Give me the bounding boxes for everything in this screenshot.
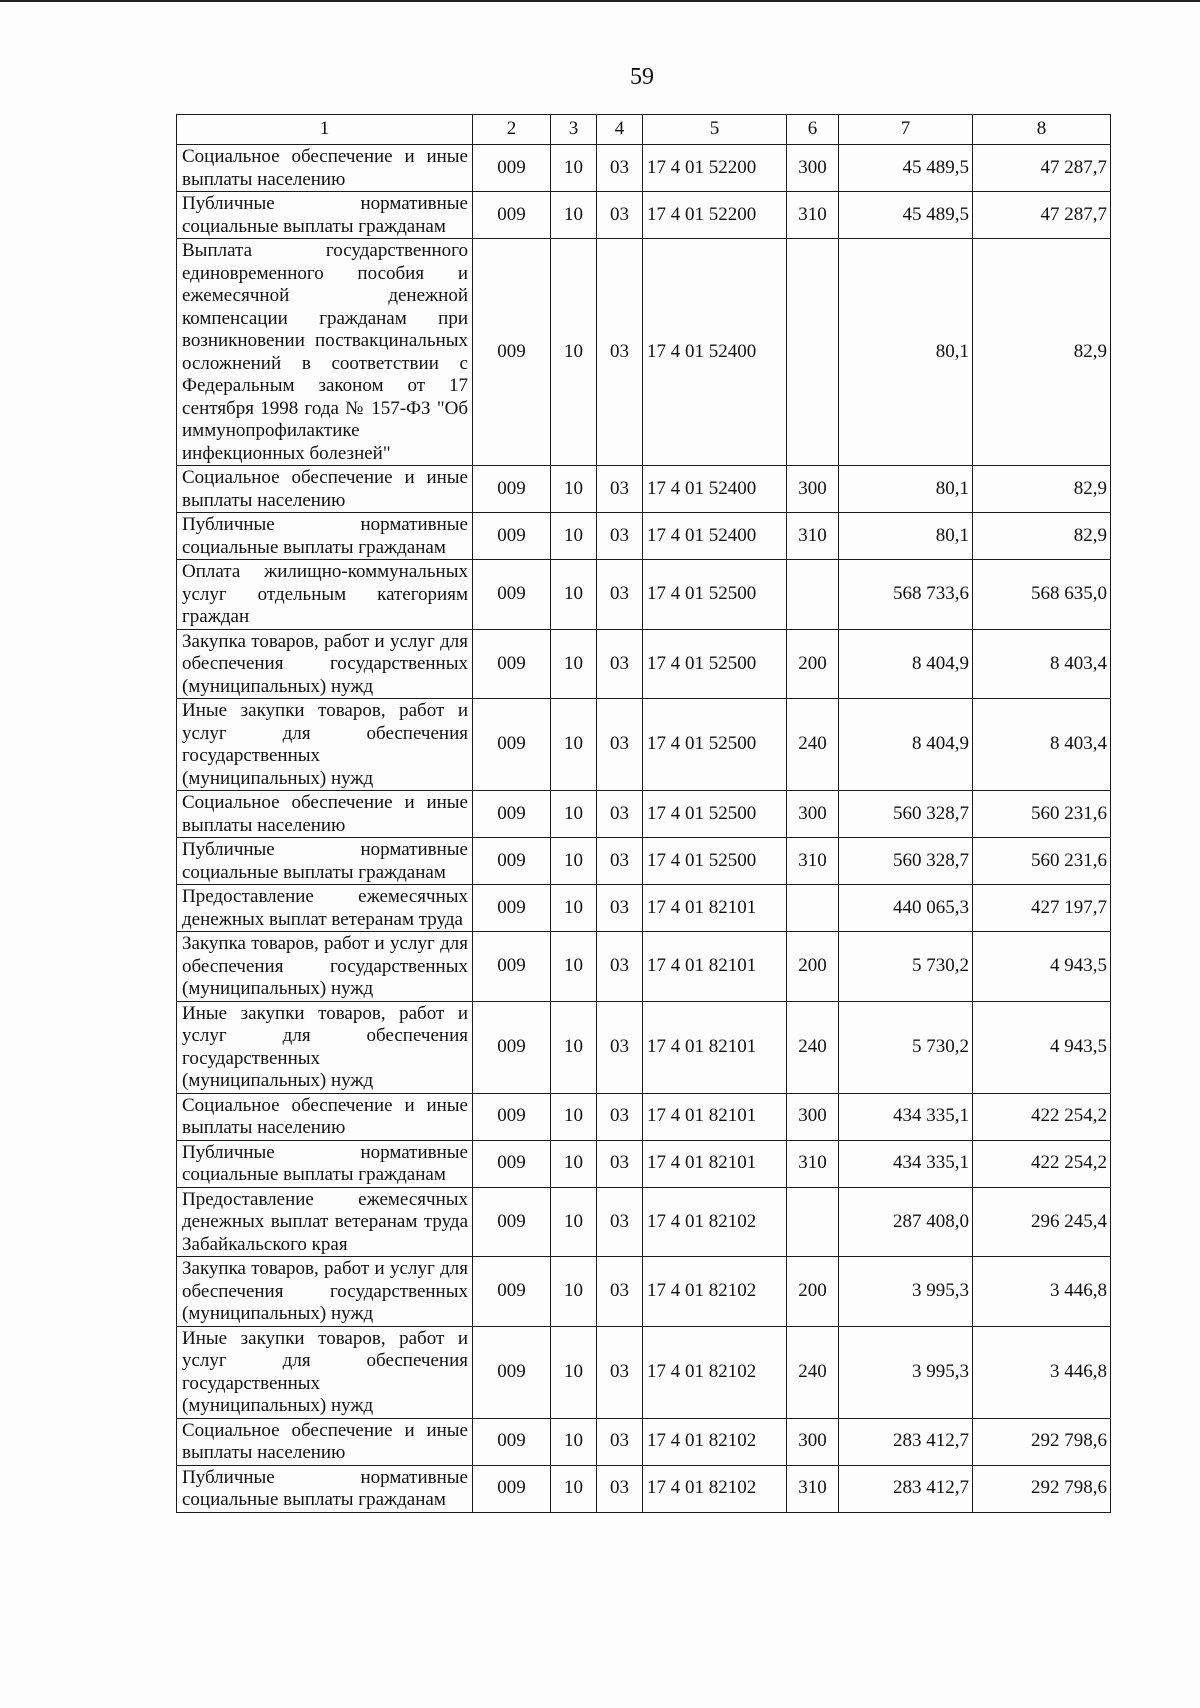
section-code-cell: 10: [551, 629, 597, 699]
page-number: 59: [630, 64, 654, 90]
target-article-cell: 17 4 01 52500: [643, 699, 787, 791]
table-row: [177, 1418, 1111, 1465]
ministry-code-cell: 009: [473, 629, 551, 699]
table-row: [177, 1001, 1111, 1093]
expense-type-cell: 300: [787, 1418, 839, 1465]
expense-type-cell: [787, 560, 839, 630]
table-row: [177, 1093, 1111, 1140]
amount-year2-cell: 560 231,6: [973, 791, 1111, 838]
section-code-cell: 10: [551, 1187, 597, 1257]
table-row: [177, 1465, 1111, 1512]
budget-table: [176, 114, 1111, 1513]
expense-type-cell: 240: [787, 699, 839, 791]
amount-year2-cell: 292 798,6: [973, 1465, 1111, 1512]
item-name-cell: Социальное обеспечение и иные выплаты населению: [177, 466, 473, 513]
subsection-code-cell: 03: [597, 513, 643, 560]
table-row: [177, 192, 1111, 239]
ministry-code-cell: 009: [473, 1001, 551, 1093]
section-code-cell: 10: [551, 1326, 597, 1418]
amount-year2-cell: 8 403,4: [973, 629, 1111, 699]
section-code-cell: 10: [551, 885, 597, 932]
table-row: [177, 932, 1111, 1002]
target-article-cell: 17 4 01 82102: [643, 1326, 787, 1418]
amount-year2-cell: 82,9: [973, 239, 1111, 466]
item-name-cell: Социальное обеспечение и иные выплаты населению: [177, 1418, 473, 1465]
table-row: [177, 1257, 1111, 1327]
section-code-cell: 10: [551, 838, 597, 885]
table-body: [177, 145, 1111, 1513]
amount-year2-cell: 4 943,5: [973, 932, 1111, 1002]
subsection-code-cell: 03: [597, 629, 643, 699]
table-row: [177, 1326, 1111, 1418]
table-row: [177, 560, 1111, 630]
expense-type-cell: 200: [787, 629, 839, 699]
amount-year1-cell: 5 730,2: [839, 1001, 973, 1093]
section-code-cell: 10: [551, 1257, 597, 1327]
amount-year2-cell: 4 943,5: [973, 1001, 1111, 1093]
target-article-cell: 17 4 01 52200: [643, 145, 787, 192]
subsection-code-cell: 03: [597, 885, 643, 932]
subsection-code-cell: 03: [597, 1326, 643, 1418]
target-article-cell: 17 4 01 52500: [643, 791, 787, 838]
item-name-cell: Социальное обеспечение и иные выплаты населению: [177, 791, 473, 838]
expense-type-cell: 200: [787, 1257, 839, 1327]
ministry-code-cell: 009: [473, 885, 551, 932]
section-code-cell: 10: [551, 560, 597, 630]
ministry-code-cell: 009: [473, 791, 551, 838]
item-name-cell: Оплата жилищно-коммунальных услуг отдельным категориям граждан: [177, 560, 473, 630]
amount-year1-cell: 8 404,9: [839, 629, 973, 699]
item-name-cell: Публичные нормативные социальные выплаты гражданам: [177, 838, 473, 885]
subsection-code-cell: 03: [597, 192, 643, 239]
amount-year1-cell: 568 733,6: [839, 560, 973, 630]
ministry-code-cell: 009: [473, 932, 551, 1002]
header-cell: 7: [839, 115, 973, 145]
header-cell: 2: [473, 115, 551, 145]
target-article-cell: 17 4 01 82102: [643, 1187, 787, 1257]
subsection-code-cell: 03: [597, 560, 643, 630]
top-edge-rule: [0, 0, 1200, 2]
amount-year1-cell: 3 995,3: [839, 1257, 973, 1327]
amount-year1-cell: 45 489,5: [839, 192, 973, 239]
expense-type-cell: 300: [787, 791, 839, 838]
ministry-code-cell: 009: [473, 699, 551, 791]
amount-year1-cell: 560 328,7: [839, 838, 973, 885]
expense-type-cell: 300: [787, 1093, 839, 1140]
target-article-cell: 17 4 01 82101: [643, 1093, 787, 1140]
section-code-cell: 10: [551, 1093, 597, 1140]
amount-year1-cell: 560 328,7: [839, 791, 973, 838]
table-row: [177, 1140, 1111, 1187]
ministry-code-cell: 009: [473, 239, 551, 466]
item-name-cell: Социальное обеспечение и иные выплаты населению: [177, 1093, 473, 1140]
expense-type-cell: 310: [787, 1140, 839, 1187]
target-article-cell: 17 4 01 52400: [643, 239, 787, 466]
expense-type-cell: 310: [787, 1465, 839, 1512]
amount-year1-cell: 283 412,7: [839, 1465, 973, 1512]
expense-type-cell: [787, 885, 839, 932]
ministry-code-cell: 009: [473, 838, 551, 885]
target-article-cell: 17 4 01 82102: [643, 1465, 787, 1512]
item-name-cell: Выплата государственного единовременного пособия и ежемесячной денежной компенсации гражданам при возникновении поствакцинальных осложнений в соответствии с Федеральным законом от 17 сентября 1998 года № 157-ФЗ "Об иммунопрофилактике инфекционных болезней": [177, 239, 473, 466]
ministry-code-cell: 009: [473, 1465, 551, 1512]
amount-year2-cell: 427 197,7: [973, 885, 1111, 932]
subsection-code-cell: 03: [597, 1140, 643, 1187]
ministry-code-cell: 009: [473, 1326, 551, 1418]
amount-year2-cell: 296 245,4: [973, 1187, 1111, 1257]
ministry-code-cell: 009: [473, 1257, 551, 1327]
target-article-cell: 17 4 01 52400: [643, 513, 787, 560]
target-article-cell: 17 4 01 82101: [643, 1140, 787, 1187]
table-row: [177, 791, 1111, 838]
ministry-code-cell: 009: [473, 145, 551, 192]
header-cell: 4: [597, 115, 643, 145]
expense-type-cell: 240: [787, 1001, 839, 1093]
target-article-cell: 17 4 01 52500: [643, 629, 787, 699]
section-code-cell: 10: [551, 513, 597, 560]
amount-year2-cell: 560 231,6: [973, 838, 1111, 885]
item-name-cell: Социальное обеспечение и иные выплаты населению: [177, 145, 473, 192]
subsection-code-cell: 03: [597, 1418, 643, 1465]
table-row: [177, 513, 1111, 560]
header-cell: 1: [177, 115, 473, 145]
item-name-cell: Публичные нормативные социальные выплаты гражданам: [177, 513, 473, 560]
section-code-cell: 10: [551, 791, 597, 838]
amount-year2-cell: 422 254,2: [973, 1093, 1111, 1140]
table-row: [177, 239, 1111, 466]
amount-year2-cell: 82,9: [973, 466, 1111, 513]
subsection-code-cell: 03: [597, 1465, 643, 1512]
target-article-cell: 17 4 01 82101: [643, 1001, 787, 1093]
table-row: [177, 885, 1111, 932]
section-code-cell: 10: [551, 466, 597, 513]
amount-year1-cell: 3 995,3: [839, 1326, 973, 1418]
amount-year1-cell: 434 335,1: [839, 1140, 973, 1187]
amount-year1-cell: 80,1: [839, 513, 973, 560]
expense-type-cell: [787, 239, 839, 466]
section-code-cell: 10: [551, 1465, 597, 1512]
expense-type-cell: 310: [787, 513, 839, 560]
amount-year2-cell: 3 446,8: [973, 1326, 1111, 1418]
header-row: [177, 115, 1111, 145]
subsection-code-cell: 03: [597, 838, 643, 885]
amount-year2-cell: 422 254,2: [973, 1140, 1111, 1187]
ministry-code-cell: 009: [473, 466, 551, 513]
subsection-code-cell: 03: [597, 699, 643, 791]
expense-type-cell: 310: [787, 838, 839, 885]
target-article-cell: 17 4 01 82101: [643, 885, 787, 932]
header-cell: 5: [643, 115, 787, 145]
ministry-code-cell: 009: [473, 560, 551, 630]
table-row: [177, 1187, 1111, 1257]
ministry-code-cell: 009: [473, 513, 551, 560]
target-article-cell: 17 4 01 52500: [643, 560, 787, 630]
item-name-cell: Публичные нормативные социальные выплаты гражданам: [177, 1140, 473, 1187]
table-row: [177, 838, 1111, 885]
table-row: [177, 145, 1111, 192]
item-name-cell: Закупка товаров, работ и услуг для обеспечения государственных (муниципальных) нужд: [177, 629, 473, 699]
ministry-code-cell: 009: [473, 1093, 551, 1140]
amount-year2-cell: 47 287,7: [973, 145, 1111, 192]
section-code-cell: 10: [551, 1418, 597, 1465]
header-cell: 8: [973, 115, 1111, 145]
header-cell: 3: [551, 115, 597, 145]
item-name-cell: Закупка товаров, работ и услуг для обеспечения государственных (муниципальных) нужд: [177, 1257, 473, 1327]
amount-year2-cell: 8 403,4: [973, 699, 1111, 791]
target-article-cell: 17 4 01 82101: [643, 932, 787, 1002]
subsection-code-cell: 03: [597, 145, 643, 192]
amount-year1-cell: 287 408,0: [839, 1187, 973, 1257]
subsection-code-cell: 03: [597, 1093, 643, 1140]
table-row: [177, 629, 1111, 699]
expense-type-cell: 300: [787, 466, 839, 513]
header-cell: 6: [787, 115, 839, 145]
item-name-cell: Публичные нормативные социальные выплаты гражданам: [177, 1465, 473, 1512]
subsection-code-cell: 03: [597, 1001, 643, 1093]
amount-year1-cell: 5 730,2: [839, 932, 973, 1002]
section-code-cell: 10: [551, 932, 597, 1002]
amount-year1-cell: 80,1: [839, 466, 973, 513]
amount-year1-cell: 283 412,7: [839, 1418, 973, 1465]
amount-year1-cell: 440 065,3: [839, 885, 973, 932]
item-name-cell: Иные закупки товаров, работ и услуг для обеспечения государственных (муниципальных) нужд: [177, 1001, 473, 1093]
amount-year2-cell: 47 287,7: [973, 192, 1111, 239]
subsection-code-cell: 03: [597, 1187, 643, 1257]
target-article-cell: 17 4 01 82102: [643, 1418, 787, 1465]
section-code-cell: 10: [551, 145, 597, 192]
target-article-cell: 17 4 01 52200: [643, 192, 787, 239]
section-code-cell: 10: [551, 699, 597, 791]
subsection-code-cell: 03: [597, 239, 643, 466]
expense-type-cell: 200: [787, 932, 839, 1002]
ministry-code-cell: 009: [473, 192, 551, 239]
amount-year2-cell: 3 446,8: [973, 1257, 1111, 1327]
amount-year1-cell: 45 489,5: [839, 145, 973, 192]
subsection-code-cell: 03: [597, 466, 643, 513]
table-row: [177, 466, 1111, 513]
amount-year2-cell: 82,9: [973, 513, 1111, 560]
expense-type-cell: 240: [787, 1326, 839, 1418]
amount-year2-cell: 292 798,6: [973, 1418, 1111, 1465]
item-name-cell: Публичные нормативные социальные выплаты гражданам: [177, 192, 473, 239]
item-name-cell: Предоставление ежемесячных денежных выплат ветеранам труда Забайкальского края: [177, 1187, 473, 1257]
amount-year1-cell: 8 404,9: [839, 699, 973, 791]
section-code-cell: 10: [551, 192, 597, 239]
section-code-cell: 10: [551, 239, 597, 466]
ministry-code-cell: 009: [473, 1140, 551, 1187]
ministry-code-cell: 009: [473, 1418, 551, 1465]
target-article-cell: 17 4 01 52500: [643, 838, 787, 885]
subsection-code-cell: 03: [597, 932, 643, 1002]
table-row: [177, 699, 1111, 791]
expense-type-cell: 310: [787, 192, 839, 239]
amount-year2-cell: 568 635,0: [973, 560, 1111, 630]
expense-type-cell: [787, 1187, 839, 1257]
section-code-cell: 10: [551, 1140, 597, 1187]
expense-type-cell: 300: [787, 145, 839, 192]
ministry-code-cell: 009: [473, 1187, 551, 1257]
target-article-cell: 17 4 01 82102: [643, 1257, 787, 1327]
item-name-cell: Предоставление ежемесячных денежных выплат ветеранам труда: [177, 885, 473, 932]
section-code-cell: 10: [551, 1001, 597, 1093]
item-name-cell: Закупка товаров, работ и услуг для обеспечения государственных (муниципальных) нужд: [177, 932, 473, 1002]
target-article-cell: 17 4 01 52400: [643, 466, 787, 513]
item-name-cell: Иные закупки товаров, работ и услуг для обеспечения государственных (муниципальных) нужд: [177, 699, 473, 791]
amount-year1-cell: 434 335,1: [839, 1093, 973, 1140]
subsection-code-cell: 03: [597, 791, 643, 838]
item-name-cell: Иные закупки товаров, работ и услуг для обеспечения государственных (муниципальных) нужд: [177, 1326, 473, 1418]
amount-year1-cell: 80,1: [839, 239, 973, 466]
subsection-code-cell: 03: [597, 1257, 643, 1327]
